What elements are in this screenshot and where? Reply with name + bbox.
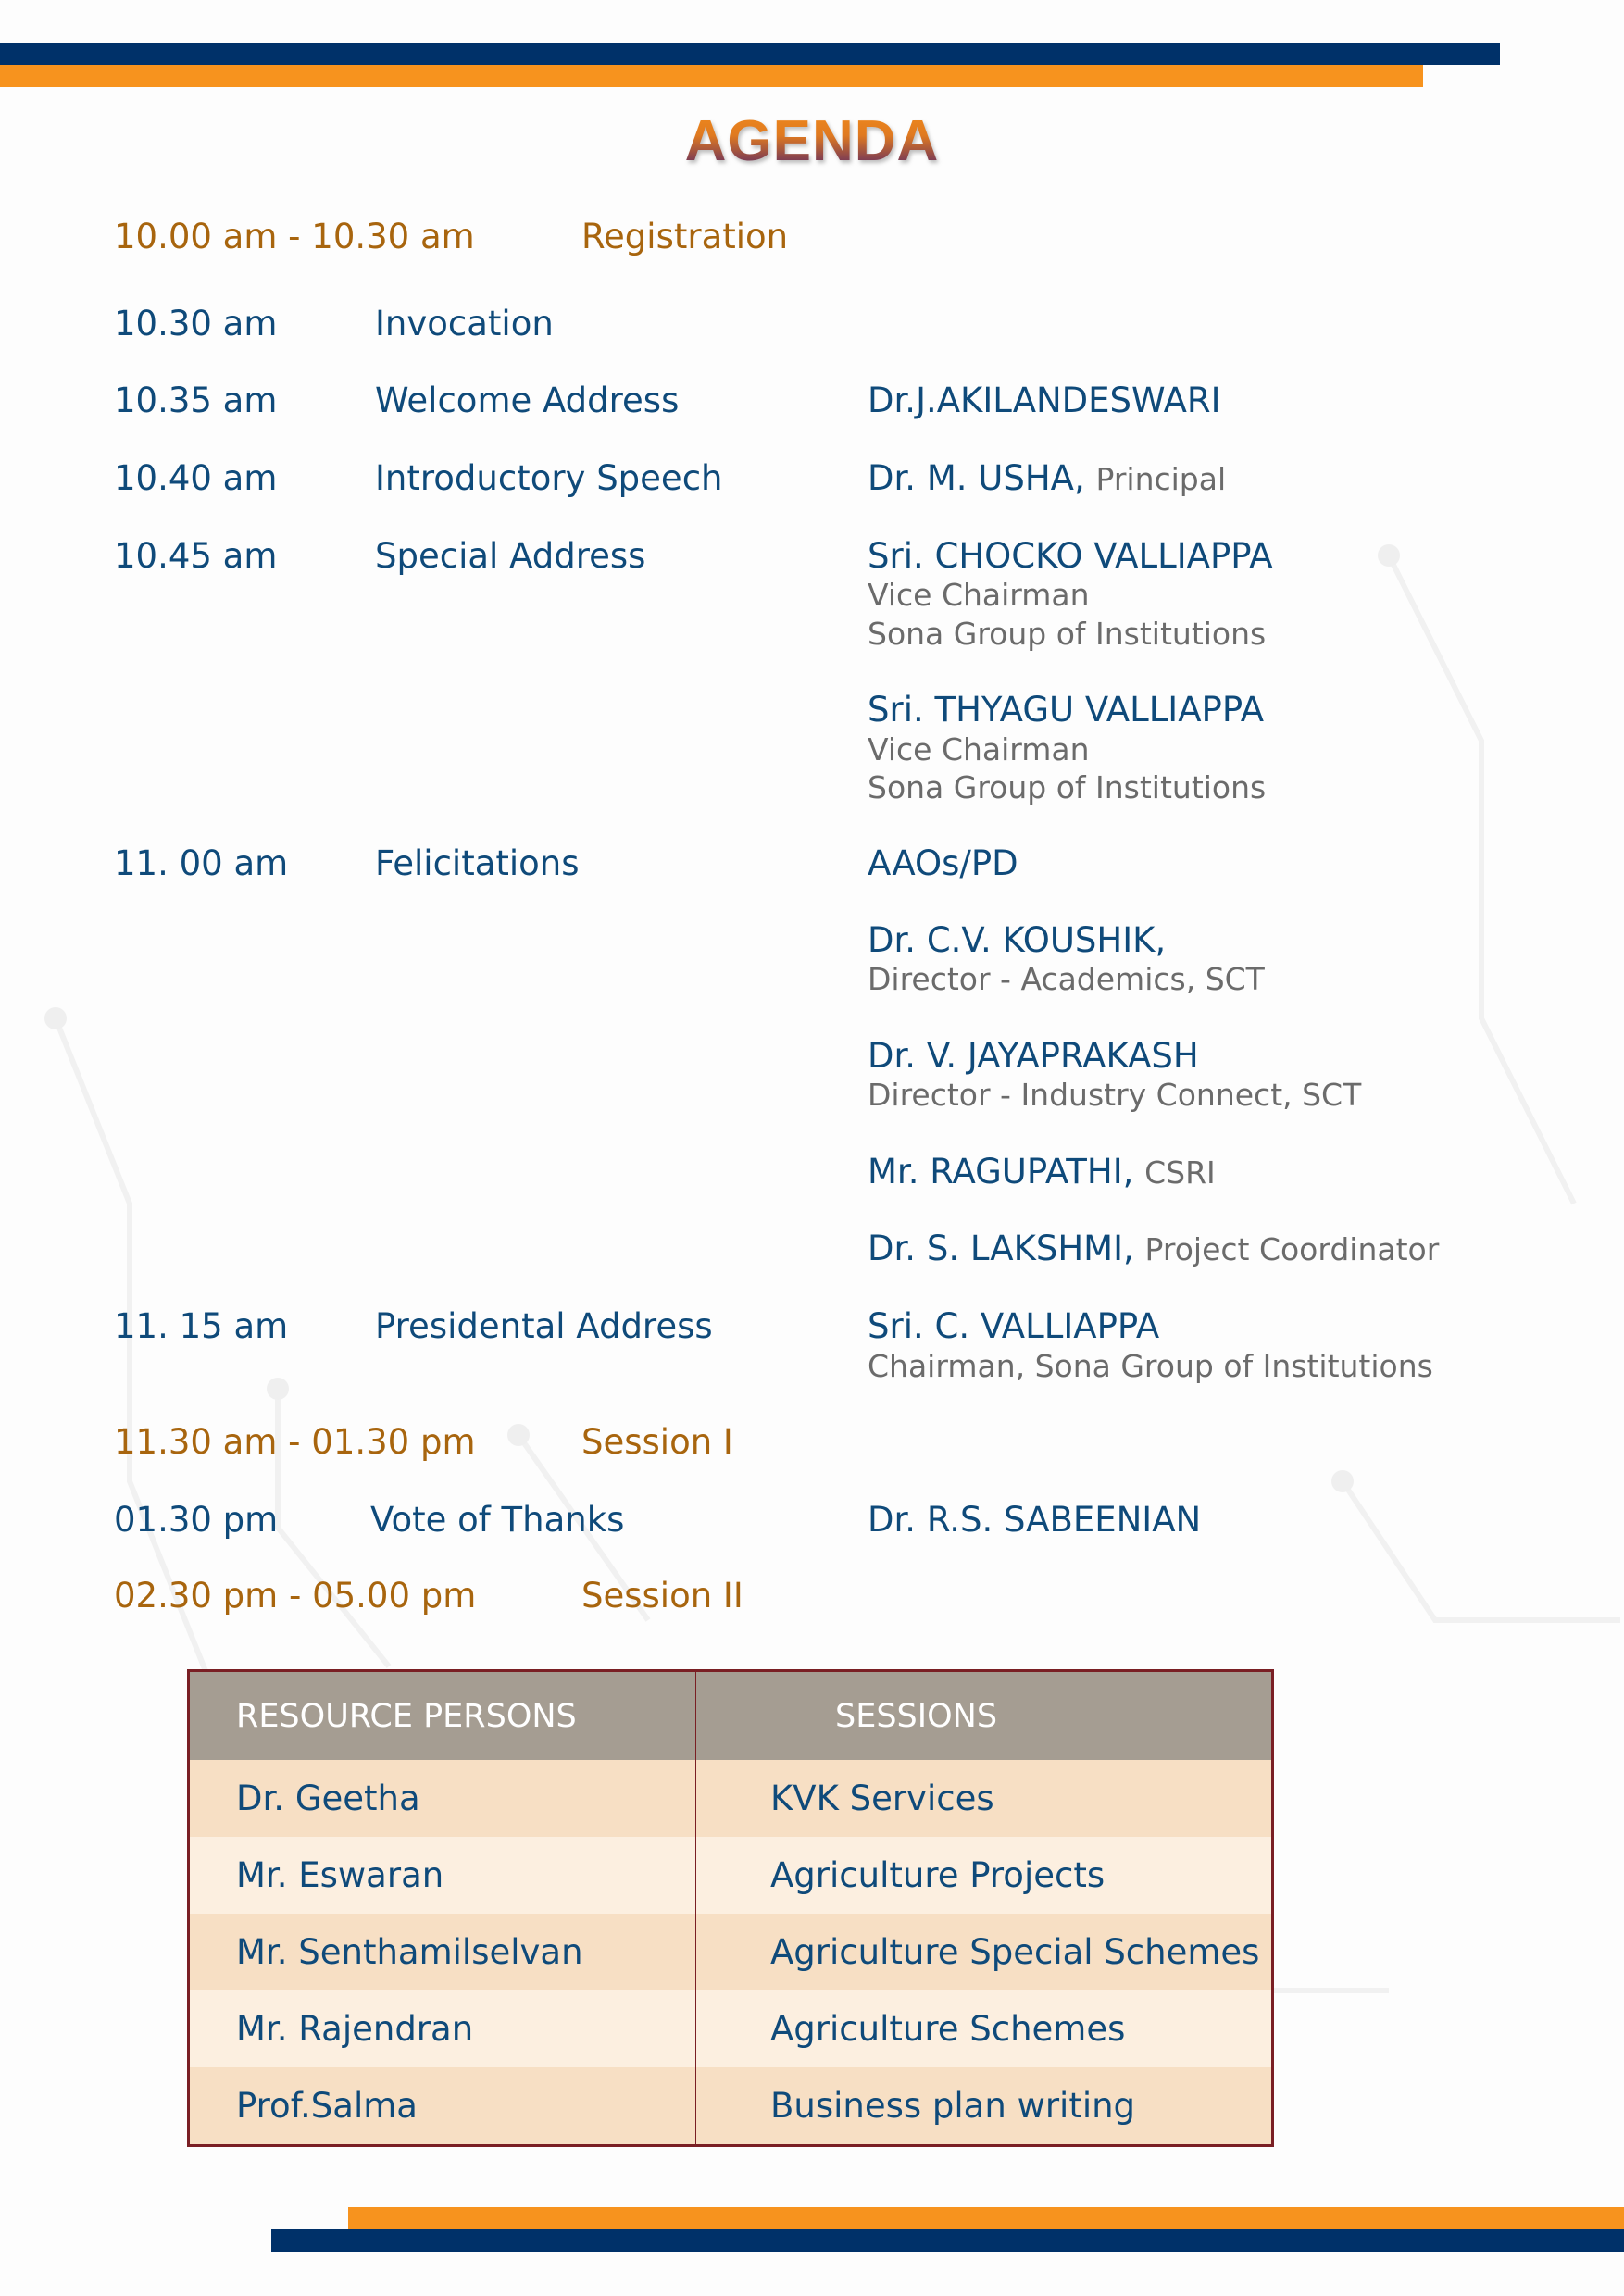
registration-time: 10.00 am - 10.30 am <box>114 217 475 256</box>
intro-speaker-role: Principal <box>1095 461 1227 497</box>
bottom-navy-bar <box>271 2229 1624 2252</box>
header-resource-persons: RESOURCE PERSONS <box>189 1671 696 1761</box>
thanks-event: Vote of Thanks <box>370 1500 625 1540</box>
thanks-speaker: Dr. R.S. SABEENIAN <box>868 1500 1202 1540</box>
special-speaker-1-org: Sona Group of Institutions <box>868 616 1267 652</box>
table-row <box>189 1837 1273 1914</box>
session-topic: Agriculture Schemes <box>696 1990 1273 2067</box>
session-topic: KVK Services <box>696 1760 1273 1837</box>
presidential-time: 11. 15 am <box>114 1306 289 1346</box>
felicitation-speaker-5-name: Dr. S. LAKSHMI, <box>868 1229 1134 1268</box>
felicitation-speaker-2-role: Director - Academics, SCT <box>868 961 1265 997</box>
intro-speaker <box>868 458 1226 500</box>
special-speaker-2-org: Sona Group of Institutions <box>868 769 1267 805</box>
felicitation-speaker-4-name: Mr. RAGUPATHI, <box>868 1152 1134 1192</box>
registration-event: Registration <box>581 217 789 256</box>
invocation-event: Invocation <box>375 304 554 343</box>
felicitation-speaker-4-role: CSRI <box>1144 1154 1216 1191</box>
special-time: 10.45 am <box>114 536 278 576</box>
resource-person: Dr. Geetha <box>189 1760 696 1837</box>
header-sessions: SESSIONS <box>696 1671 1273 1761</box>
welcome-time: 10.35 am <box>114 381 278 420</box>
bottom-orange-bar <box>348 2207 1624 2229</box>
felicitation-speaker-5 <box>868 1229 1439 1270</box>
special-speaker-2-name: Sri. THYAGU VALLIAPPA <box>868 690 1265 730</box>
felicitation-speaker-5-role: Project Coordinator <box>1144 1231 1440 1267</box>
felicitation-speaker-4 <box>868 1152 1216 1193</box>
table-row <box>189 1990 1273 2067</box>
resource-person: Mr. Senthamilselvan <box>189 1914 696 1990</box>
felicitation-speaker-2-name: Dr. C.V. KOUSHIK, <box>868 920 1167 960</box>
intro-event: Introductory Speech <box>375 458 723 498</box>
special-speaker-1-name: Sri. CHOCKO VALLIAPPA <box>868 536 1273 576</box>
session-topic: Agriculture Special Schemes <box>696 1914 1273 1990</box>
session2-event: Session II <box>581 1576 743 1616</box>
top-navy-bar <box>0 43 1500 65</box>
special-speaker-1-role: Vice Chairman <box>868 577 1090 613</box>
felicitation-speaker-3-role: Director - Industry Connect, SCT <box>868 1077 1362 1113</box>
welcome-event: Welcome Address <box>375 381 680 420</box>
resource-persons-table <box>187 1669 1274 2147</box>
session2-time: 02.30 pm - 05.00 pm <box>114 1576 477 1616</box>
presidential-speaker: Sri. C. VALLIAPPA <box>868 1306 1160 1346</box>
resource-person: Prof.Salma <box>189 2067 696 2146</box>
session1-event: Session I <box>581 1422 733 1462</box>
felicitation-speaker-1: AAOs/PD <box>868 843 1018 883</box>
top-orange-bar <box>0 65 1423 87</box>
felicitations-event: Felicitations <box>375 843 580 883</box>
special-speaker-2-role: Vice Chairman <box>868 731 1090 767</box>
table-header-row <box>189 1671 1273 1761</box>
intro-speaker-name: Dr. M. USHA, <box>868 458 1085 498</box>
welcome-speaker: Dr.J.AKILANDESWARI <box>868 381 1221 420</box>
session-topic: Business plan writing <box>696 2067 1273 2146</box>
presidential-event: Presidental Address <box>375 1306 713 1346</box>
table-row <box>189 2067 1273 2146</box>
presidential-speaker-role: Chairman, Sona Group of Institutions <box>868 1348 1433 1384</box>
page-title: AGENDA <box>0 109 1624 174</box>
special-event: Special Address <box>375 536 646 576</box>
resource-person: Mr. Rajendran <box>189 1990 696 2067</box>
invocation-time: 10.30 am <box>114 304 278 343</box>
intro-time: 10.40 am <box>114 458 278 498</box>
thanks-time: 01.30 pm <box>114 1500 279 1540</box>
session-topic: Agriculture Projects <box>696 1837 1273 1914</box>
session1-time: 11.30 am - 01.30 pm <box>114 1422 476 1462</box>
felicitations-time: 11. 00 am <box>114 843 289 883</box>
table-row <box>189 1914 1273 1990</box>
felicitation-speaker-3-name: Dr. V. JAYAPRAKASH <box>868 1036 1199 1076</box>
resource-person: Mr. Eswaran <box>189 1837 696 1914</box>
table-row <box>189 1760 1273 1837</box>
